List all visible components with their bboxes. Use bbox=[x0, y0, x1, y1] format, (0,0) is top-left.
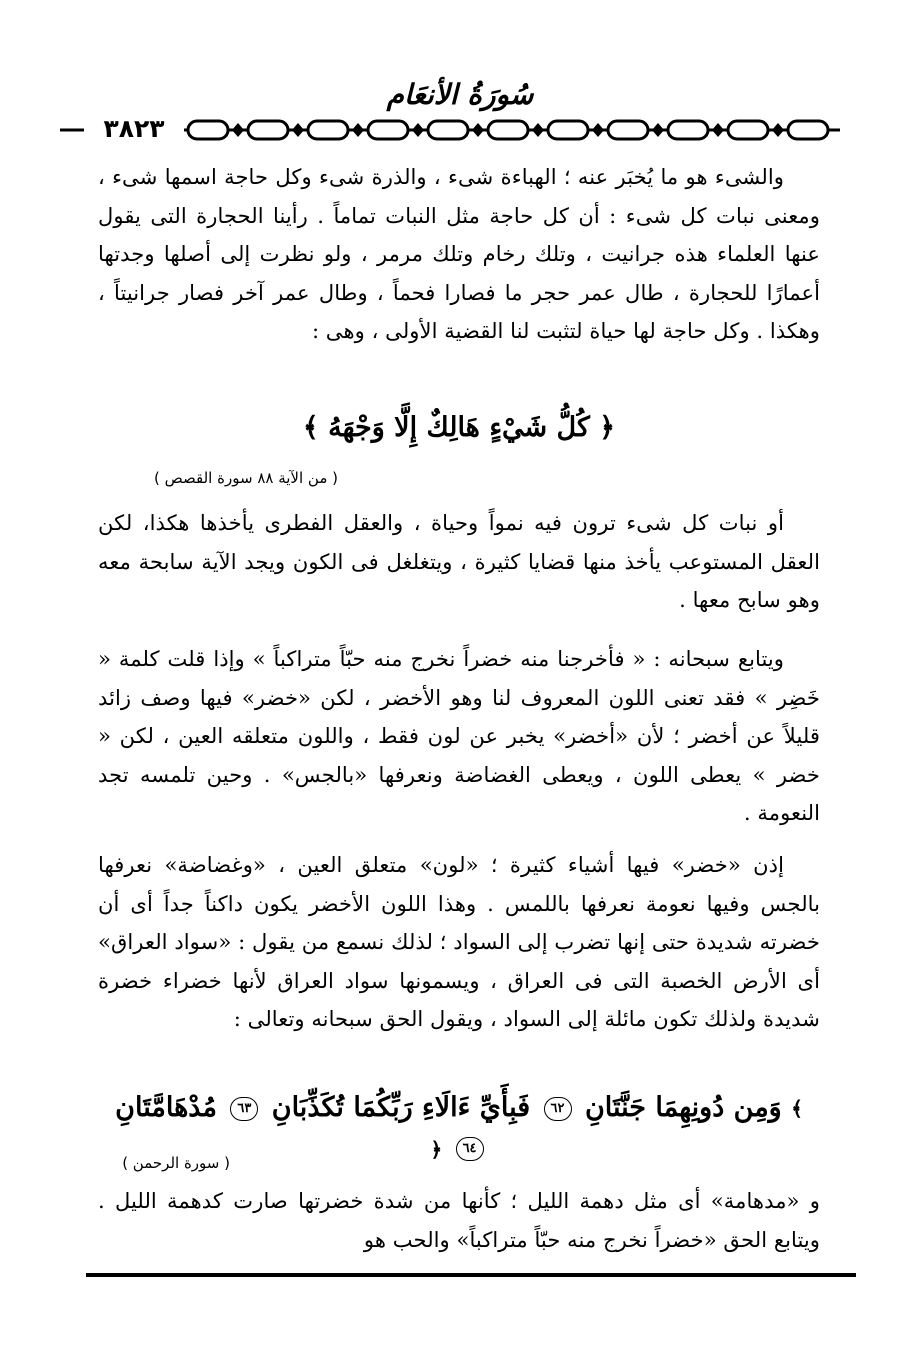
paragraph-4-text: إذن «خضر» فيها أشياء كثيرة ؛ «لون» متعلق العين ، «وغضاضة» نعرفها بالجس وفيها نعومة نعرفها باللمس . وهذا اللون الأخضر يكون داكناً جداً أى أن خضرته شديدة حتى إنها تضرب إلى السواد ؛ لذلك نسمع من يقول : «سواد العراق» أى الأرض الخصبة التى فى العراق ، ويسمونها سواد العراق لأنها خضراء خضرة شديدة ولذلك تكون مائلة إلى السواد ، ويقول الحق سبحانه وتعالى : bbox=[98, 852, 820, 1031]
footer-rule bbox=[86, 1273, 856, 1277]
surah-title: سُورَةُ الأنعَام bbox=[386, 78, 534, 111]
verse-number-62: ٦٢ bbox=[544, 1097, 572, 1121]
paragraph-3 bbox=[98, 640, 820, 833]
paragraph-1 bbox=[98, 158, 820, 351]
verse-open-ornament: ﴾ bbox=[791, 1096, 803, 1121]
page-number: ٣٨٢٣ bbox=[84, 114, 184, 144]
paragraph-4 bbox=[98, 846, 820, 1039]
verse-number-63: ٦٣ bbox=[230, 1097, 258, 1121]
paragraph-5 bbox=[98, 1182, 820, 1259]
verse-close-ornament: ﴿ bbox=[430, 1137, 443, 1161]
paragraph-2-text: أو نبات كل شىء ترون فيه نمواً وحياة ، والعقل الفطرى يأخذها هكذا، لكن العقل المستوعب يأخذ منها قضايا كثيرة ، ويتغلغل فى الكون ويجد الآية سابحة معه وهو سابح معها . bbox=[98, 510, 820, 612]
verse-62-text: وَمِن دُونِهِمَا جَنَّتَانِ bbox=[584, 1092, 782, 1123]
paragraph-2 bbox=[98, 504, 820, 620]
verse-number-64: ٦٤ bbox=[456, 1137, 484, 1161]
paragraph-5-text: و «مدهامة» أى مثل دهمة الليل ؛ كأنها من شدة خضرتها صارت كدهمة الليل . ويتابع الحق «خضراً نخرج منه حبّاً متراكباً» والحب هو bbox=[98, 1188, 820, 1252]
paragraph-1-text: والشىء هو ما يُخبَر عنه ؛ الهباءة شىء ، والذرة شىء وكل حاجة اسمها شىء ، ومعنى نبات كل شىء : أن كل حاجة مثل النبات تماماً . رأينا الحجارة التى يقول عنها العلماء هذه جرانيت ، وتلك رخام وتلك مرمر ، ولو نظرت إلى أصلها وجدتها أعمارًا للحجارة ، طال عمر حجر ما فصارا فحماً ، وطال عمر آخر فصار جرانيتاً ، وهكذا . وكل حاجة لها حياة لتثبت لنا القضية الأولى ، وهى : bbox=[98, 164, 820, 343]
verse-64-text: مُدْهَامَّتَانِ bbox=[115, 1092, 217, 1123]
paragraph-3-text: ويتابع سبحانه : « فأخرجنا منه خضراً نخرج منه حبّاً متراكباً » وإذا قلت كلمة « خَضِر » فقد تعنى اللون المعروف لنا وهو الأخضر ، لكن «خضر» فيها وصف زائد قليلاً عن أخضر ؛ لأن «أخضر» يخبر عن لون فقط ، واللون متعلقه العين ، لكن « خضر » يعطى اللون ، ويعطى الغضاضة ونعرفها «بالجس» . وحين تلمسه تجد النعومة . bbox=[98, 646, 820, 825]
verse-63-text: فَبِأَيِّ ءَالَاءِ رَبِّكُمَا تُكَذِّبَانِ bbox=[271, 1092, 531, 1123]
citation-qasas: ( من الآية ٨٨ سورة القصص ) bbox=[154, 469, 338, 487]
quran-verse-qasas: ﴿ كُلُّ شَيْءٍ هَالِكٌ إِلَّا وَجْهَهُ ﴾ bbox=[302, 412, 616, 443]
citation-rahman: ( سورة الرحمن ) bbox=[122, 1154, 230, 1172]
